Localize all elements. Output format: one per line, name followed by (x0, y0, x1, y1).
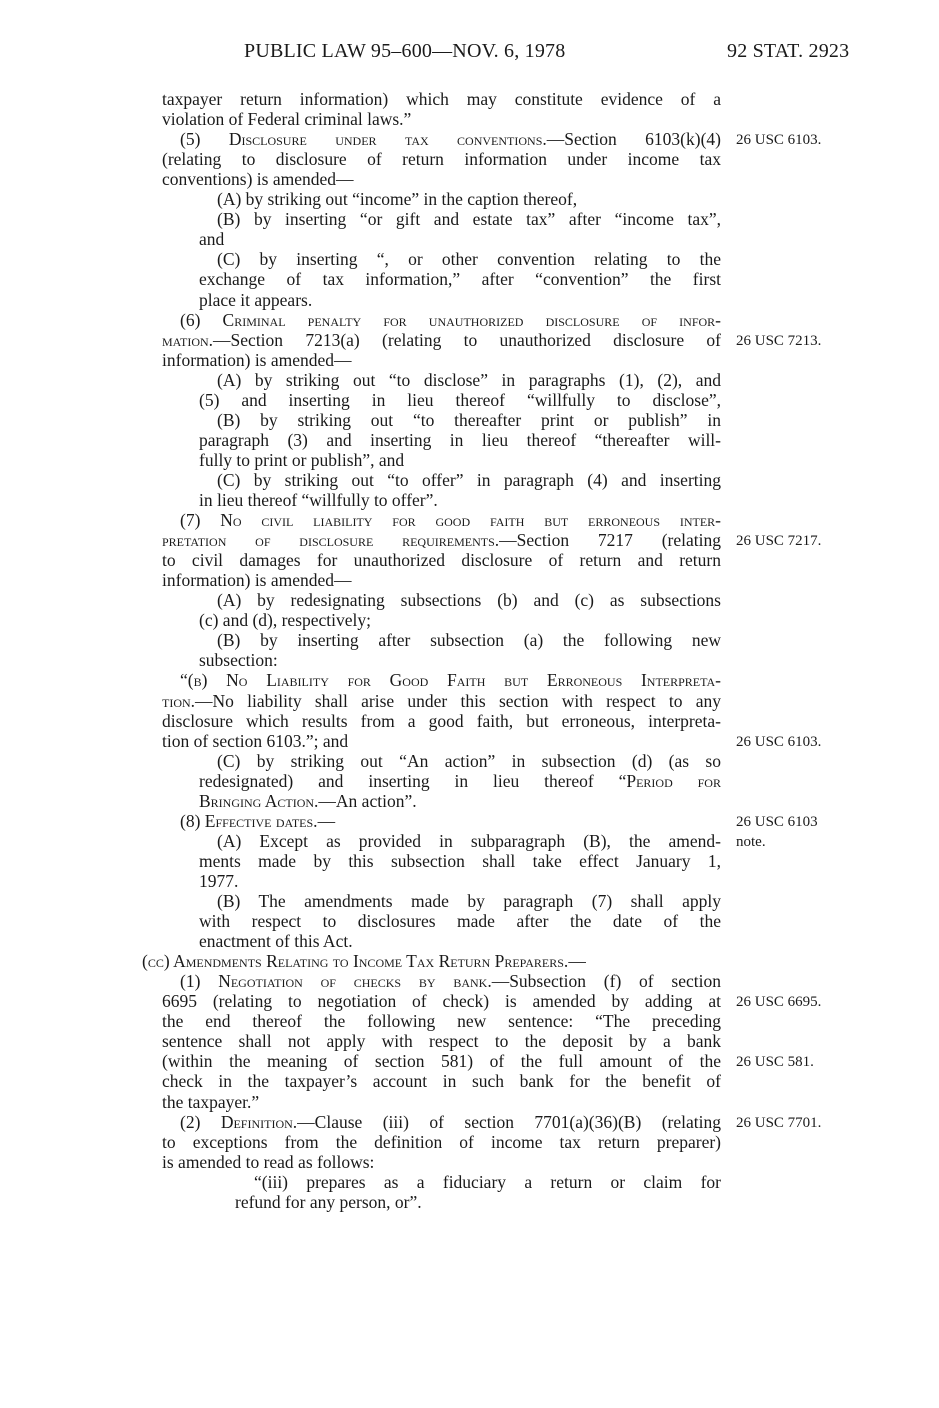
text-line (162, 1071, 721, 1091)
text-line (199, 390, 721, 410)
text-line (217, 410, 721, 430)
text-line (217, 630, 721, 650)
text-line (199, 490, 721, 510)
line-text: in lieu thereof “willfully to offer”. (199, 490, 438, 510)
text-line (180, 310, 721, 330)
text-line (217, 470, 721, 490)
line-text: — (568, 951, 586, 972)
usc-citation-note: 26 USC 6695. (736, 994, 822, 1011)
line-text: subsection: (199, 650, 278, 671)
text-line (217, 891, 721, 911)
text-line (199, 430, 721, 450)
line-text: (C) by striking out “to offer” in paragraph (4) and inserting (217, 469, 721, 490)
line-text: with respect to disclosures made after the date of the (199, 911, 721, 932)
line-text: 1977. (199, 870, 239, 891)
text-line (162, 991, 721, 1011)
section-heading: pretation of disclosure requirements. (162, 530, 500, 551)
text-line (162, 1132, 721, 1152)
section-heading: mation. (162, 329, 214, 350)
text-line (162, 1051, 721, 1071)
text-line (199, 229, 721, 249)
text-line (180, 971, 721, 991)
text-line (254, 1172, 721, 1192)
line-text: enactment of this Act. (199, 931, 353, 952)
line-text: fully to print or publish”, and (199, 449, 405, 470)
line-text: (A) by striking out “income” in the caption thereof, (217, 189, 578, 210)
text-line (199, 771, 721, 791)
text-line (162, 550, 721, 570)
line-text: —Section 6103(k)(4) (546, 129, 721, 150)
line-text: is amended to read as follows: (162, 1151, 375, 1172)
text-line (162, 169, 721, 189)
text-line (217, 189, 721, 209)
text-line (162, 731, 721, 751)
section-heading: (6) Criminal penalty for unauthorized disclosure of infor- (180, 309, 721, 330)
line-text: 6695 (relating to negotiation of check) is amended by adding at (162, 991, 721, 1012)
line-text: to civil damages for unauthorized disclosure of return and return (162, 550, 721, 571)
line-text: place it appears. (199, 289, 313, 310)
text-line (199, 269, 721, 289)
line-text: and (199, 229, 225, 250)
line-text: “(iii) prepares as a fiduciary a return or claim for (254, 1171, 721, 1192)
line-text: exchange of tax information,” after “convention” the first (199, 269, 721, 290)
line-text: refund for any person, or”. (235, 1191, 422, 1212)
line-text: disclosure which results from a good faith, but erroneous, interpreta- (162, 710, 721, 731)
text-line (199, 911, 721, 931)
text-line (180, 510, 721, 530)
text-line (162, 530, 721, 550)
line-text: violation of Federal criminal laws.” (162, 109, 412, 130)
text-line (162, 711, 721, 731)
section-heading: tion. (162, 690, 196, 711)
line-text: —An action”. (318, 790, 417, 811)
line-text: ments made by this subsection shall take effect January 1, (199, 850, 721, 871)
line-text: (within the meaning of section 581) of the full amount of the (162, 1051, 721, 1072)
line-text: (A) by redesignating subsections (b) and (c) as subsections (217, 590, 721, 611)
text-line (162, 149, 721, 169)
line-text: (C) by striking out “An action” in subsection (d) (as so (217, 750, 721, 771)
line-text: the taxpayer.” (162, 1091, 260, 1112)
line-text: (B) by inserting after subsection (a) the following new (217, 630, 721, 651)
usc-citation-note: note. (736, 833, 766, 850)
line-text: information) is amended— (162, 570, 352, 591)
text-line (217, 751, 721, 771)
section-heading: (7) No civil liability for good faith but erroneous inter- (180, 510, 721, 531)
section-heading: “(b) No Liability for Good Faith but Erroneous Interpreta- (180, 670, 721, 691)
usc-citation-note: 26 USC 581. (736, 1054, 814, 1071)
section-heading: (8) Effective dates. (180, 810, 318, 831)
text-line (162, 691, 721, 711)
line-text: (5) and inserting in lieu thereof “willfully to disclose”, (199, 389, 721, 410)
text-line (162, 570, 721, 590)
section-heading: (2) Definition. (180, 1111, 298, 1132)
text-line (162, 330, 721, 350)
line-text: — (317, 810, 336, 831)
usc-citation-note: 26 USC 7217. (736, 533, 822, 550)
text-line (199, 450, 721, 470)
line-text: —Section 7217 (relating (499, 530, 721, 551)
text-line (162, 1011, 721, 1031)
section-heading: Period for (626, 770, 721, 791)
line-text: —Subsection (f) of section (491, 971, 721, 992)
text-line (180, 670, 721, 690)
line-text: (C) by inserting “, or other convention relating to the (217, 249, 721, 270)
page-number: 92 STAT. 2923 (727, 40, 850, 62)
text-line (217, 209, 721, 229)
text-line (162, 1031, 721, 1051)
text-line (162, 109, 721, 129)
line-text: the end thereof the following new sentence: “The preceding (162, 1011, 721, 1032)
line-text: conventions) is amended— (162, 169, 354, 190)
text-line (180, 811, 721, 831)
text-line (235, 1192, 721, 1212)
line-text: (A) by striking out “to disclose” in paragraphs (1), (2), and (217, 369, 721, 390)
line-text: to exceptions from the definition of income tax return preparer) (162, 1131, 721, 1152)
line-text: (c) and (d), respectively; (199, 610, 372, 631)
text-line (199, 610, 721, 630)
line-text: redesignated) and inserting in lieu thereof “ (199, 770, 627, 791)
text-line (199, 931, 721, 951)
text-line (199, 871, 721, 891)
text-line (162, 1152, 721, 1172)
line-text: —Clause (iii) of section 7701(a)(36)(B) (relating (297, 1111, 721, 1132)
line-text: (B) by inserting “or gift and estate tax” after “income tax”, (217, 209, 721, 230)
usc-citation-note: 26 USC 7213. (736, 332, 822, 349)
usc-citation-note: 26 USC 6103. (736, 132, 822, 149)
section-heading: (5) Disclosure under tax conventions. (180, 129, 547, 150)
text-line (217, 831, 721, 851)
text-line (180, 1112, 721, 1132)
section-heading: (1) Negotiation of checks by bank. (180, 971, 492, 992)
text-line (199, 650, 721, 670)
text-line (199, 851, 721, 871)
text-line (199, 791, 721, 811)
text-line (162, 350, 721, 370)
section-heading: (cc) Amendments Relating to Income Tax Return Preparers. (142, 951, 569, 972)
line-text: information) is amended— (162, 349, 352, 370)
usc-citation-note: 26 USC 7701. (736, 1114, 822, 1131)
line-text: paragraph (3) and inserting in lieu thereof “thereafter will- (199, 429, 721, 450)
line-text: (B) The amendments made by paragraph (7) shall apply (217, 891, 721, 911)
section-heading: Bringing Action. (199, 790, 319, 811)
text-line (180, 129, 721, 149)
line-text: (A) Except as provided in subparagraph (B), the amend- (217, 830, 721, 851)
text-line (217, 590, 721, 610)
running-header: PUBLIC LAW 95–600—NOV. 6, 1978 (244, 40, 566, 62)
line-text: —No liability shall arise under this section with respect to any (195, 690, 721, 711)
line-text: taxpayer return information) which may constitute evidence of a (162, 89, 721, 109)
text-line (217, 249, 721, 269)
line-text: tion of section 6103.”; and (162, 730, 349, 751)
usc-citation-note: 26 USC 6103 (736, 813, 818, 830)
usc-citation-note: 26 USC 6103. (736, 733, 822, 750)
text-line (162, 1092, 721, 1112)
line-text: check in the taxpayer’s account in such bank for the benefit of (162, 1071, 721, 1092)
text-line (142, 951, 721, 971)
line-text: (B) by striking out “to thereafter print or publish” in (217, 409, 721, 430)
line-text: (relating to disclosure of return information under income tax (162, 149, 721, 170)
text-line (199, 290, 721, 310)
line-text: sentence shall not apply with respect to the deposit by a bank (162, 1031, 721, 1052)
text-line (217, 370, 721, 390)
line-text: —Section 7213(a) (relating to unauthorized disclosure of (213, 329, 721, 350)
text-line (162, 89, 721, 109)
